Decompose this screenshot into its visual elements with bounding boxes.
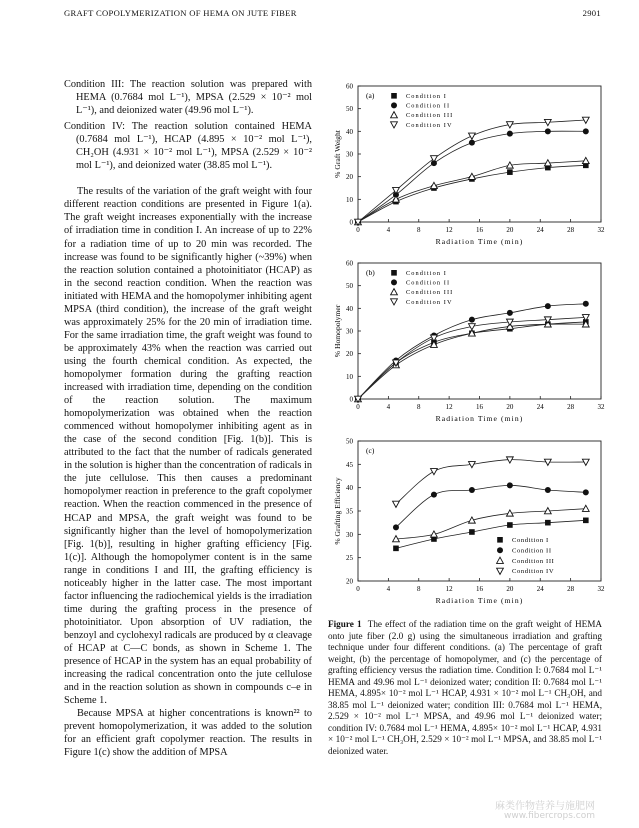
y-axis-label: % Homopolymer [333,304,342,358]
x-tick-label: 24 [536,585,544,593]
legend-marker [391,93,397,99]
data-point [507,310,513,316]
series-1 [393,518,588,555]
condition-iv-text: Condition IV: The reaction solution contained HEMA (0.7684 mol L⁻¹), HCAP (4.895 × 10⁻² mol L⁻¹), CH₂OH (4.931 × 10⁻² mol L⁻¹), MPSA (2.529 × 10⁻² mol L⁻¹), and deionized water (38.85 mol L⁻¹). [64,121,312,172]
series-curve [396,485,586,527]
series-curve [358,161,586,222]
series-curve [396,460,586,504]
data-point [469,317,475,323]
x-axis-label: Radiation Time (min) [435,414,524,423]
watermark-url: www.fibercrops.com [504,811,595,821]
x-tick-label: 12 [445,585,453,593]
data-point [545,303,551,309]
chart-graft-weight [318,78,618,254]
legend-marker [391,122,398,128]
chart-grafting-efficiency [318,433,618,613]
legend-marker [391,289,398,295]
legend-marker [497,547,503,553]
running-header-title: GRAFT COPOLYMERIZATION OF HEMA ON JUTE FIBER [64,8,297,18]
x-tick-label: 28 [567,585,575,593]
y-tick-label: 50 [346,282,353,291]
x-tick-label: 24 [536,226,544,234]
y-tick-label: 40 [346,484,353,493]
y-tick-label: 0 [349,395,353,404]
data-point [545,520,551,526]
x-tick-label: 0 [356,585,360,593]
panel-label: (c) [366,446,375,455]
x-tick-label: 0 [356,403,360,411]
legend-label: Condition IV [512,568,555,576]
x-tick-label: 16 [476,226,483,234]
legend-marker [497,537,503,543]
y-tick-label: 10 [346,195,353,204]
x-tick-label: 28 [567,403,575,411]
x-tick-label: 8 [417,226,421,234]
data-point [583,489,589,495]
y-tick-label: 50 [346,105,353,114]
legend-marker [497,568,504,574]
series-4 [355,315,590,403]
x-tick-label: 8 [417,585,421,593]
y-tick-label: 25 [346,554,353,563]
y-tick-label: 30 [346,150,353,159]
figure-caption [328,619,602,757]
data-point [469,487,475,493]
data-point [545,487,551,493]
data-point [469,133,476,139]
data-point [582,505,589,511]
x-axis-label: Radiation Time (min) [435,596,524,605]
watermark-cn: 麻类作物营养与施肥网 [495,801,595,812]
caption-text: The effect of the radiation time on the graft weight of HEMA onto jute fiber (2.0 g) using the simultaneous irradiation and grafting technique under four different conditions. (a) The percentage of graft weight, (b) the percentage of homopolymer, and (c) the percentage of grafting efficiency versus the radiation time. Condition I: 0.7684 mol L⁻¹ HEMA and 49.96 mol L⁻¹ deionized water; condition II: 0.7684 mol L⁻¹ HEMA, 4.895× 10⁻² mol L⁻¹ HCAP, 4.931 × 10⁻² mol L⁻¹ CH₃OH, and 38.85 mol L⁻¹ deionized water; condition III: 0.7684 mol L⁻¹ HEMA, 2.529 × 10⁻² mol L⁻¹ MPSA, and 49.96 mol L⁻¹ deionized water; condition IV: 0.7684 mol L⁻¹ HEMA, 4.895× 10⁻² mol L⁻¹ HCAP, 4.931 × 10⁻² mol L⁻¹ CH₃OH, 2.529 × 10⁻² mol L⁻¹ MPSA, and 38.85 mol L⁻¹ deionized water. [328,619,603,756]
y-tick-label: 10 [346,372,353,381]
x-tick-label: 32 [597,403,605,411]
legend-marker [497,557,504,563]
data-point [507,131,513,137]
legend-label: Condition III [406,112,454,120]
legend-label: Condition IV [406,298,453,306]
legend-label: Condition III [406,289,454,297]
legend-label: Condition I [406,270,447,277]
panel-label: (b) [366,268,375,277]
legend-label: Condition II [406,279,451,287]
x-tick-label: 32 [597,585,605,593]
y-tick-label: 35 [346,507,353,516]
x-tick-label: 4 [386,403,391,411]
series-1 [355,163,588,225]
data-point [431,492,437,498]
left-column [64,78,312,759]
y-tick-label: 30 [346,530,353,539]
series-3 [393,505,590,542]
series-curve [396,509,586,539]
y-tick-label: 40 [346,304,353,313]
x-tick-label: 12 [445,403,453,411]
series-3 [355,321,590,402]
legend-marker [391,279,397,285]
legend-marker [391,270,397,276]
y-tick-label: 20 [346,173,353,182]
y-tick-label: 50 [346,437,353,446]
y-tick-label: 45 [346,460,353,469]
data-point [393,546,399,552]
series-4 [393,457,590,508]
y-tick-label: 20 [346,577,353,586]
chart-homopolymer [318,255,618,431]
y-axis-label: % Grafting Efficiency [333,477,342,545]
data-point [393,501,400,507]
x-tick-label: 4 [386,585,391,593]
data-point [583,518,589,524]
y-axis-label: % Graft Weight [333,130,342,178]
legend-marker [391,112,398,118]
panel-label: (a) [366,91,375,100]
data-point [507,169,513,175]
x-tick-label: 0 [356,226,360,234]
x-tick-label: 16 [476,585,483,593]
data-point [507,482,513,488]
data-point [583,128,589,134]
page-number: 2901 [582,8,601,18]
data-point [545,128,551,134]
y-tick-label: 40 [346,127,353,136]
data-point [393,524,399,530]
x-tick-label: 28 [567,226,575,234]
x-tick-label: 24 [536,403,544,411]
y-tick-label: 60 [346,82,353,91]
legend-label: Condition II [512,547,552,555]
data-point [582,157,589,163]
series-curve [396,520,586,548]
body-paragraph: Because MPSA at higher concentrations is known²² to prevent homopolymerization, it was added to the solution for an efficient graft copolymer reaction. The results in Figure 1(c) show the addition of MPSA [64,708,312,759]
data-point [583,301,589,307]
y-tick-label: 0 [349,218,353,227]
y-tick-label: 30 [346,327,353,336]
data-point [469,529,475,535]
x-tick-label: 4 [386,226,391,234]
legend-label: Condition II [406,102,451,110]
x-axis-label: Radiation Time (min) [435,237,524,246]
x-tick-label: 12 [445,226,453,234]
data-point [431,469,438,475]
legend-marker [391,299,398,305]
series-2 [355,298,589,402]
x-tick-label: 16 [476,403,483,411]
series-4 [355,117,590,225]
legend-marker [391,102,397,108]
x-tick-label: 8 [417,403,421,411]
series-2 [393,482,589,530]
x-tick-label: 20 [506,403,514,411]
x-tick-label: 20 [506,226,514,234]
x-tick-label: 20 [506,585,514,593]
y-tick-label: 60 [346,259,353,268]
data-point [507,522,513,528]
legend-label: Condition IV [406,121,453,129]
data-point [469,140,475,146]
caption-label: Figure 1 [328,619,362,629]
y-tick-label: 20 [346,350,353,359]
body-paragraph: The results of the variation of the graft weight with four different reaction conditions are presented in Figure 1(a). The graft weight increases exponentially with the increase of irradiation time in condition I. An increase of up to 22% for a radiation time of up to 20 min was recorded. The increase was found to be significantly higher (~39%) when the reaction solution contained a photoinitiator (HCAP) as in the second reaction condition. When the reaction was initiated with HEMA and the homopolymer inhibiting agent MPSA (third condition), the increase of the graft weight was approximately 25% for the 20 min of irradiation time. For the same irradiation time, the graft weight was found to be approximately 43% when the reaction was carried out using the fourth chemical condition. As expected, the homopolymer formation during the grafting reaction increased with irradiation time, depending on the condition of the reaction solution. The maximum homopolymerization was obtained when the reaction commenced without homopolymer inhibiting agent as in the case of the second condition [Fig. 1(b)]. This is attributed to the fact that the number of radicals generated in the solution is higher than the concentration of radicals in the jute cellulose. This then causes a predominant homopolymer reaction in preference to the graft copolymer reaction. When the reaction commenced in the presence of HCAP and MPSA, the graft weight was found to be significantly higher than the level of homopolymerization [Fig. 1(b)], resulting in higher grafting efficiency [Fig. 1(c)]. Although the homopolymer content is in the same range in conditions I and III, the grafting efficiency is noticeably higher in the latter case. The most important factor influencing the radiochemical yields is the irradiation time during the grafting process in the presence of photoinitiator. Upon absorption of UV radiation, the benzoyl and cyclohexyl radicals are produced by α cleavage of HCAP at C—C bonds, as shown in Scheme 1. The presence of HCAP in the system has an equal probability of increasing the radical concentration onto the jute cellulose and in the reaction solution as shown in compounds c–e in Scheme 1. [64,186,312,707]
legend-label: Condition I [406,93,447,100]
condition-iii-text: Condition III: The reaction solution was prepared with HEMA (0.7684 mol L⁻¹), MPSA (2.529 × 10⁻² mol L⁻¹), and deionized water (49.96 mol L⁻¹). [64,79,312,117]
x-tick-label: 32 [597,226,605,234]
legend-label: Condition III [512,557,555,565]
legend-label: Condition I [512,537,549,544]
